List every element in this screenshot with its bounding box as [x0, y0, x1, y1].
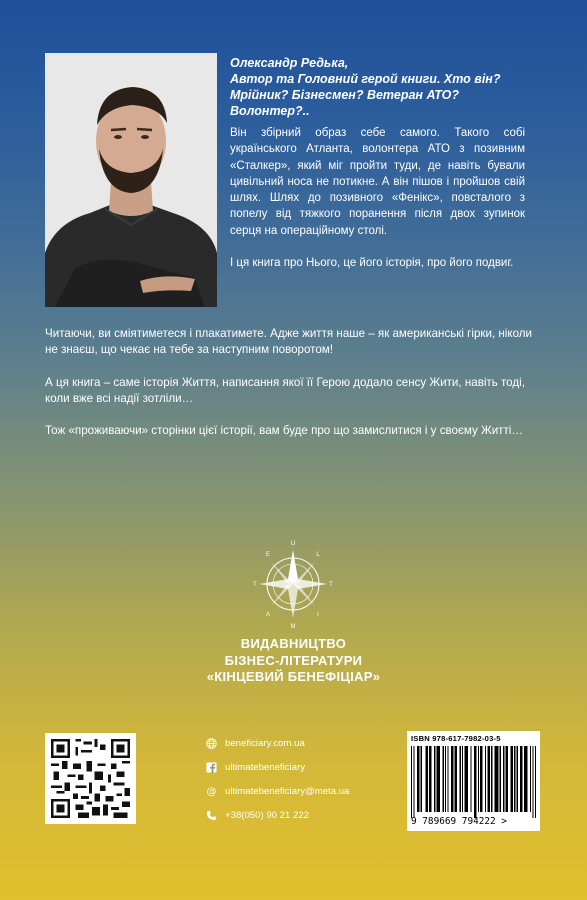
barcode-bar: [460, 746, 461, 812]
barcode-bar: [421, 746, 422, 812]
description-paragraph: Тож «проживаючи» сторінки цієї історії, вам буде про що замислитися і у своєму Житті…: [45, 424, 523, 438]
compass-letter: T: [329, 582, 333, 588]
contact-text: ultimatebeneficiary@meta.ua: [225, 786, 350, 797]
publisher-name: [150, 636, 437, 686]
barcode-bar: [451, 746, 452, 812]
barcode-bar: [464, 746, 465, 812]
barcode-bar: [481, 746, 482, 812]
barcode-bar: [485, 746, 486, 812]
barcode-bar: [429, 746, 430, 812]
author-name: Олександр Редька,: [230, 56, 349, 70]
bio-paragraph: І ця книга про Нього, це його історія, про його подвиг.: [230, 257, 514, 270]
barcode-bar: [474, 746, 475, 818]
bio-paragraph: Він збірний образ себе самого. Такого собі українського Атланта, волонтера АТО з позивним «Сталкер», який міг пройти туди, де навіть бували цивільний носа не потикне. А він пішов і пройшов свій шлях. Шлях до позивного «Фенікс», повсталого з попелу від тяжкого поранення після двох зупинок серця на операційному столі.: [230, 127, 525, 237]
globe-icon: [206, 738, 217, 749]
barcode-bar: [491, 746, 492, 812]
compass-letter: A: [265, 612, 271, 618]
isbn-label: ISBN 978-617-7982-03-5: [411, 734, 501, 743]
qr-code[interactable]: [45, 733, 136, 824]
author-photo: [45, 53, 217, 307]
contact-text: ultimatebeneficiary: [225, 762, 305, 773]
barcode-bar: [443, 746, 444, 812]
author-question-line-2: Мрійник? Бізнесмен? Ветеран АТО?: [230, 88, 460, 102]
compass-letter: T: [253, 582, 257, 588]
barcode-bar: [475, 746, 476, 818]
barcode-bar: [520, 746, 521, 812]
barcode-bar: [455, 746, 456, 812]
barcode-bar: [467, 746, 468, 812]
barcode-bar: [413, 746, 414, 818]
at-icon: [206, 786, 217, 797]
publisher-line: «КІНЦЕВИЙ БЕНЕФІЦІАР»: [206, 669, 381, 684]
contact-website[interactable]: [206, 737, 396, 750]
barcode-bar: [489, 746, 490, 812]
contact-text: beneficiary.com.ua: [225, 738, 305, 749]
barcode-bar: [526, 746, 527, 812]
publisher-line: БІЗНЕС-ЛІТЕРАТУРИ: [224, 652, 363, 668]
publisher-line: ВИДАВНИЦТВО: [240, 636, 347, 651]
compass-letter: L: [316, 552, 320, 558]
barcode-bar: [478, 746, 479, 812]
barcode-bar: [466, 746, 467, 812]
barcode-bar: [480, 746, 481, 812]
contact-list: [206, 737, 396, 833]
compass-logo-icon: [243, 538, 343, 630]
barcode-bar: [503, 746, 504, 812]
barcode-bar: [524, 746, 525, 812]
barcode-bar: [514, 746, 515, 812]
barcode-bar: [452, 746, 453, 812]
compass-letter: M: [290, 624, 296, 630]
contact-facebook[interactable]: [206, 761, 396, 774]
author-bio: [230, 125, 525, 287]
author-question-line-3: Волонтер?..: [230, 104, 310, 118]
barcode-bar: [417, 746, 418, 812]
phone-icon: [206, 810, 217, 821]
barcode-bars: [411, 746, 536, 818]
contact-phone[interactable]: [206, 809, 396, 822]
contact-text: +38(050) 90 21 222: [225, 810, 310, 821]
contact-email[interactable]: [206, 785, 396, 798]
barcode-bar: [496, 746, 497, 812]
facebook-icon: [206, 762, 217, 773]
barcode-bar: [430, 746, 431, 812]
barcode-bar: [517, 746, 518, 812]
author-question-line-1: Автор та Головний герой книги. Хто він?: [230, 72, 501, 86]
barcode-bar: [426, 746, 427, 812]
barcode-bar: [495, 746, 496, 812]
description-paragraph: Читаючи, ви сміятиметеся і плакатимете. Адже життя наше – як американські гірки, ніколи не знаєш, що чекає на тебе за наступним поворотом!: [45, 327, 533, 357]
compass-letter: E: [265, 552, 271, 558]
compass-letter: I: [317, 612, 319, 618]
barcode-bar: [506, 746, 507, 812]
barcode-bar: [512, 746, 513, 812]
barcode-bar: [525, 746, 526, 812]
barcode-bar: [521, 746, 522, 812]
barcode-bar: [434, 746, 435, 812]
barcode-bar: [447, 746, 448, 812]
barcode-bar: [530, 746, 531, 812]
barcode-bar: [411, 746, 412, 818]
barcode-bar: [439, 746, 440, 812]
book-description: [45, 326, 541, 455]
barcode-bar: [445, 746, 446, 812]
description-paragraph: А ця книга – саме історія Життя, написання якої її Герою додало сенсу Жити, навіть тоді, коли вже всі надії зотліли…: [45, 375, 525, 405]
barcode-bar: [500, 746, 501, 812]
barcode-bar: [427, 746, 428, 812]
barcode-bar: [487, 746, 488, 812]
barcode-bar: [456, 746, 457, 812]
barcode-bar: [418, 746, 419, 812]
ean-number: 9 789669 794222 >: [411, 816, 507, 827]
barcode-bar: [511, 746, 512, 812]
compass-letter: U: [290, 541, 296, 547]
svg-text:@: @: [206, 786, 217, 797]
isbn-barcode: [407, 731, 540, 831]
barcode-bar: [470, 746, 471, 812]
barcode-bar: [438, 746, 439, 812]
barcode-bar: [436, 746, 437, 812]
barcode-bar: [507, 746, 508, 812]
barcode-bar: [497, 746, 498, 812]
author-heading: [230, 55, 530, 119]
barcode-bar: [532, 746, 533, 818]
barcode-bar: [462, 746, 463, 812]
barcode-bar: [535, 746, 536, 818]
